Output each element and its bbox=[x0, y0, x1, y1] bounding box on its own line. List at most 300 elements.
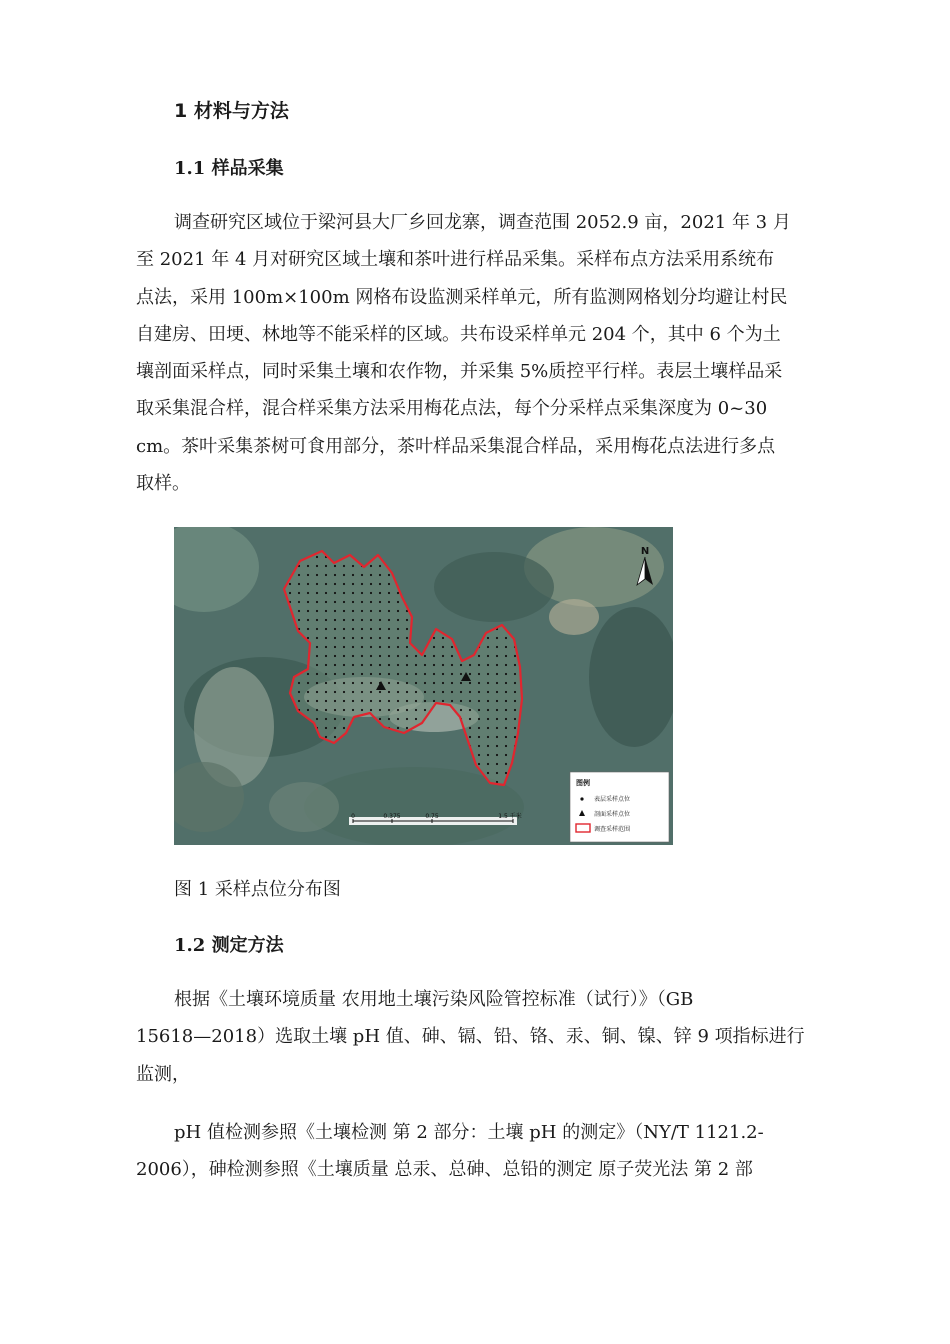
sample-point bbox=[352, 583, 354, 585]
sample-point bbox=[298, 619, 300, 621]
section-heading-1: 1 材料与方法 bbox=[174, 100, 289, 122]
legend-item: 表层采样点位 bbox=[594, 796, 631, 803]
sample-point bbox=[334, 727, 336, 729]
sample-point bbox=[334, 601, 336, 603]
sample-point bbox=[334, 610, 336, 612]
sample-point bbox=[397, 709, 399, 711]
sample-point bbox=[361, 691, 363, 693]
sample-point bbox=[298, 610, 300, 612]
sample-point bbox=[289, 592, 291, 594]
sample-point bbox=[451, 646, 453, 648]
sample-point bbox=[334, 592, 336, 594]
sample-point bbox=[307, 700, 309, 702]
sample-point bbox=[343, 655, 345, 657]
sample-point bbox=[361, 583, 363, 585]
sample-point bbox=[424, 655, 426, 657]
sample-point bbox=[415, 664, 417, 666]
text-line: 取采集混合样，混合样采集方法采用梅花点法，每个分采样点采集深度为 0~30 bbox=[136, 398, 768, 420]
sample-point bbox=[388, 655, 390, 657]
sample-point bbox=[307, 592, 309, 594]
sample-point bbox=[325, 646, 327, 648]
sample-point bbox=[361, 610, 363, 612]
sample-point bbox=[496, 646, 498, 648]
sample-point bbox=[379, 628, 381, 630]
sample-point bbox=[388, 682, 390, 684]
sample-point bbox=[343, 718, 345, 720]
sample-point bbox=[379, 673, 381, 675]
sample-point bbox=[388, 673, 390, 675]
sample-point bbox=[496, 736, 498, 738]
sample-point bbox=[379, 655, 381, 657]
sample-point bbox=[298, 583, 300, 585]
sample-point bbox=[496, 691, 498, 693]
sample-point bbox=[460, 664, 462, 666]
sample-point bbox=[451, 682, 453, 684]
sample-point bbox=[325, 709, 327, 711]
sample-point bbox=[343, 610, 345, 612]
sample-point bbox=[370, 619, 372, 621]
sample-point bbox=[343, 565, 345, 567]
sample-point bbox=[370, 592, 372, 594]
sample-point bbox=[316, 655, 318, 657]
sample-point bbox=[433, 664, 435, 666]
sample-point bbox=[307, 682, 309, 684]
sample-point bbox=[325, 601, 327, 603]
sample-point bbox=[343, 583, 345, 585]
sample-point bbox=[379, 583, 381, 585]
sample-point bbox=[298, 601, 300, 603]
sample-point bbox=[469, 664, 471, 666]
sample-point bbox=[352, 574, 354, 576]
sample-point bbox=[478, 664, 480, 666]
sample-point bbox=[343, 682, 345, 684]
sample-point bbox=[343, 601, 345, 603]
sample-point bbox=[406, 700, 408, 702]
sample-point bbox=[514, 736, 516, 738]
sample-point bbox=[433, 673, 435, 675]
text-line: 调查研究区域位于梁河县大厂乡回龙寨，调查范围 2052.9 亩，2021 年 3 月 bbox=[174, 212, 791, 233]
sample-point bbox=[433, 646, 435, 648]
sample-point bbox=[397, 592, 399, 594]
sample-point bbox=[352, 700, 354, 702]
sample-point bbox=[442, 682, 444, 684]
sample-point bbox=[433, 700, 435, 702]
north-label: N bbox=[640, 546, 650, 557]
sample-point bbox=[316, 646, 318, 648]
sample-point bbox=[514, 700, 516, 702]
sample-point bbox=[406, 709, 408, 711]
sample-point bbox=[352, 646, 354, 648]
sample-point bbox=[496, 745, 498, 747]
sample-point bbox=[406, 673, 408, 675]
sample-point bbox=[478, 673, 480, 675]
sample-point bbox=[316, 619, 318, 621]
sample-point bbox=[334, 718, 336, 720]
sample-point bbox=[514, 682, 516, 684]
sample-point bbox=[415, 691, 417, 693]
sample-point bbox=[370, 637, 372, 639]
sample-point bbox=[433, 682, 435, 684]
sample-point bbox=[442, 655, 444, 657]
sample-point bbox=[487, 709, 489, 711]
sample-point bbox=[406, 637, 408, 639]
sample-point bbox=[316, 583, 318, 585]
sample-point bbox=[469, 682, 471, 684]
sample-point bbox=[415, 700, 417, 702]
sample-point bbox=[397, 664, 399, 666]
sample-point bbox=[487, 637, 489, 639]
sample-point bbox=[307, 673, 309, 675]
sample-point bbox=[514, 664, 516, 666]
sample-point bbox=[352, 601, 354, 603]
sample-point bbox=[361, 673, 363, 675]
scale-label: 0.75 bbox=[425, 813, 439, 820]
sample-point bbox=[343, 727, 345, 729]
sample-point bbox=[316, 637, 318, 639]
sample-point bbox=[343, 628, 345, 630]
sample-point bbox=[343, 700, 345, 702]
text-line: 至 2021 年 4 月对研究区域土壤和茶叶进行样品采集。采样布点方法采用系统布 bbox=[136, 249, 775, 271]
figure-caption: 图 1 采样点位分布图 bbox=[174, 879, 341, 900]
sample-point bbox=[298, 700, 300, 702]
sample-point bbox=[316, 682, 318, 684]
sample-point bbox=[469, 673, 471, 675]
sample-point bbox=[496, 781, 498, 783]
sample-point bbox=[388, 619, 390, 621]
sample-point bbox=[505, 682, 507, 684]
sample-point bbox=[397, 700, 399, 702]
sample-point bbox=[325, 682, 327, 684]
sample-point bbox=[487, 673, 489, 675]
sample-point bbox=[397, 646, 399, 648]
sample-point bbox=[415, 673, 417, 675]
sample-point bbox=[379, 646, 381, 648]
sample-point bbox=[343, 691, 345, 693]
sample-point bbox=[334, 673, 336, 675]
sample-point bbox=[487, 745, 489, 747]
sample-point bbox=[424, 682, 426, 684]
sample-point bbox=[505, 754, 507, 756]
sample-point bbox=[415, 655, 417, 657]
sample-point bbox=[379, 637, 381, 639]
sample-point bbox=[316, 709, 318, 711]
legend-item: 调查采样范围 bbox=[594, 826, 631, 833]
text-line: 点法，采用 100m×100m 网格布设监测采样单元，所有监测网格划分均避让村民 bbox=[136, 286, 788, 308]
sample-point bbox=[496, 655, 498, 657]
sample-point bbox=[334, 691, 336, 693]
sample-point bbox=[325, 610, 327, 612]
sample-point bbox=[370, 628, 372, 630]
sample-point bbox=[379, 709, 381, 711]
sample-point bbox=[388, 718, 390, 720]
sample-point bbox=[361, 592, 363, 594]
sample-point bbox=[343, 673, 345, 675]
sample-point bbox=[307, 628, 309, 630]
sample-point bbox=[442, 700, 444, 702]
sample-point bbox=[460, 709, 462, 711]
sample-point bbox=[505, 673, 507, 675]
sample-point bbox=[334, 574, 336, 576]
sample-point bbox=[334, 655, 336, 657]
sample-point bbox=[406, 646, 408, 648]
sample-point bbox=[343, 709, 345, 711]
sample-point bbox=[469, 718, 471, 720]
sample-point bbox=[316, 574, 318, 576]
sample-point bbox=[334, 628, 336, 630]
sample-point bbox=[379, 601, 381, 603]
sample-point bbox=[505, 637, 507, 639]
sample-point bbox=[478, 709, 480, 711]
sample-point bbox=[352, 610, 354, 612]
sample-point bbox=[352, 637, 354, 639]
sample-point bbox=[370, 673, 372, 675]
scale-label: 0.375 bbox=[383, 813, 401, 820]
sample-point bbox=[352, 619, 354, 621]
sample-point bbox=[406, 664, 408, 666]
sample-point bbox=[478, 718, 480, 720]
sample-point bbox=[505, 763, 507, 765]
sample-point bbox=[496, 772, 498, 774]
sample-point bbox=[478, 691, 480, 693]
sample-point bbox=[370, 646, 372, 648]
sample-point bbox=[505, 691, 507, 693]
sample-point bbox=[505, 772, 507, 774]
sample-point bbox=[325, 619, 327, 621]
sample-point bbox=[487, 700, 489, 702]
sample-point bbox=[397, 619, 399, 621]
sample-point bbox=[361, 646, 363, 648]
sample-point bbox=[442, 664, 444, 666]
sample-point bbox=[334, 619, 336, 621]
sample-point bbox=[478, 682, 480, 684]
sample-point bbox=[505, 745, 507, 747]
sample-point bbox=[370, 709, 372, 711]
sample-point bbox=[406, 628, 408, 630]
sample-point bbox=[514, 709, 516, 711]
sample-point bbox=[388, 601, 390, 603]
sample-point bbox=[316, 565, 318, 567]
sample-point bbox=[406, 727, 408, 729]
sample-point bbox=[370, 655, 372, 657]
sample-point bbox=[352, 655, 354, 657]
sample-point bbox=[487, 664, 489, 666]
sample-point bbox=[388, 628, 390, 630]
sample-point bbox=[352, 628, 354, 630]
sample-point bbox=[325, 565, 327, 567]
sample-point bbox=[316, 610, 318, 612]
sample-point bbox=[505, 727, 507, 729]
paragraph-methods bbox=[136, 981, 816, 1093]
text-line: cm。茶叶采集茶树可食用部分，茶叶样品采集混合样品，采用梅花点法进行多点 bbox=[136, 435, 776, 457]
sample-point bbox=[343, 574, 345, 576]
sample-point bbox=[325, 592, 327, 594]
sample-point bbox=[478, 655, 480, 657]
sample-point bbox=[334, 565, 336, 567]
sample-point bbox=[397, 673, 399, 675]
sample-point bbox=[325, 736, 327, 738]
sample-point bbox=[496, 673, 498, 675]
sample-point bbox=[379, 565, 381, 567]
sample-point bbox=[343, 664, 345, 666]
sample-point bbox=[370, 610, 372, 612]
sample-point bbox=[370, 583, 372, 585]
text-line: 壤剖面采样点，同时采集土壤和农作物，并采集 5%质控平行样。表层土壤样品采 bbox=[136, 361, 783, 383]
sample-point bbox=[370, 574, 372, 576]
sample-point bbox=[406, 691, 408, 693]
sample-point bbox=[478, 754, 480, 756]
sample-point bbox=[298, 682, 300, 684]
sample-point bbox=[397, 601, 399, 603]
sample-point bbox=[514, 655, 516, 657]
sample-point bbox=[505, 664, 507, 666]
sample-point bbox=[307, 709, 309, 711]
sample-point bbox=[397, 682, 399, 684]
dot-icon bbox=[580, 797, 583, 800]
sample-point bbox=[316, 556, 318, 558]
sample-point bbox=[361, 601, 363, 603]
sample-point bbox=[424, 700, 426, 702]
paragraph-sampling bbox=[136, 204, 816, 502]
sample-point bbox=[370, 700, 372, 702]
sample-point bbox=[442, 646, 444, 648]
sample-point bbox=[487, 646, 489, 648]
sample-point bbox=[352, 682, 354, 684]
sample-point bbox=[325, 727, 327, 729]
paragraph-ph-method bbox=[136, 1114, 816, 1189]
sample-point bbox=[514, 718, 516, 720]
sample-point bbox=[415, 709, 417, 711]
sample-point bbox=[316, 664, 318, 666]
text-line: 监测， bbox=[136, 1063, 190, 1085]
sample-point bbox=[298, 691, 300, 693]
sample-point bbox=[379, 619, 381, 621]
sample-point bbox=[334, 583, 336, 585]
sample-point bbox=[388, 700, 390, 702]
sample-point bbox=[325, 574, 327, 576]
sample-point bbox=[469, 736, 471, 738]
sample-point bbox=[487, 682, 489, 684]
sample-point bbox=[379, 574, 381, 576]
sample-point bbox=[478, 763, 480, 765]
sample-point bbox=[487, 727, 489, 729]
sample-point bbox=[478, 700, 480, 702]
sample-point bbox=[496, 637, 498, 639]
sample-point bbox=[496, 763, 498, 765]
sample-point bbox=[478, 727, 480, 729]
sample-point bbox=[361, 628, 363, 630]
sample-point bbox=[370, 565, 372, 567]
sample-point bbox=[388, 691, 390, 693]
sample-point bbox=[514, 691, 516, 693]
sample-point bbox=[334, 700, 336, 702]
sample-point bbox=[424, 709, 426, 711]
sample-point bbox=[316, 700, 318, 702]
sample-point bbox=[316, 592, 318, 594]
sample-point bbox=[316, 691, 318, 693]
sample-point bbox=[325, 718, 327, 720]
sample-point bbox=[307, 565, 309, 567]
text-line: 15618—2018）选取土壤 pH 值、砷、镉、铅、铬、汞、铜、镍、锌 9 项指标进行 bbox=[136, 1026, 805, 1048]
sample-point bbox=[352, 565, 354, 567]
legend-item: 剖面采样点位 bbox=[594, 811, 631, 818]
sample-point bbox=[307, 610, 309, 612]
sample-point bbox=[316, 628, 318, 630]
sample-point bbox=[496, 700, 498, 702]
sample-point bbox=[505, 736, 507, 738]
sample-point bbox=[460, 682, 462, 684]
sample-point bbox=[397, 628, 399, 630]
sample-point bbox=[397, 718, 399, 720]
sample-point bbox=[388, 646, 390, 648]
sample-point bbox=[397, 691, 399, 693]
sample-point bbox=[460, 691, 462, 693]
sample-point bbox=[451, 700, 453, 702]
sample-point bbox=[325, 700, 327, 702]
sample-point bbox=[334, 646, 336, 648]
sample-point bbox=[469, 709, 471, 711]
sample-point bbox=[361, 700, 363, 702]
sample-point bbox=[433, 637, 435, 639]
sample-point bbox=[496, 709, 498, 711]
sample-point bbox=[388, 592, 390, 594]
sample-point bbox=[388, 610, 390, 612]
sample-point bbox=[487, 763, 489, 765]
sample-point bbox=[379, 718, 381, 720]
sample-point bbox=[361, 655, 363, 657]
sample-point bbox=[460, 673, 462, 675]
text-line: 自建房、田埂、林地等不能采样的区域。共布设采样单元 204 个，其中 6 个为土 bbox=[136, 323, 781, 345]
sample-point bbox=[451, 673, 453, 675]
sample-point bbox=[388, 709, 390, 711]
sample-point bbox=[379, 610, 381, 612]
sample-point bbox=[388, 637, 390, 639]
sample-point bbox=[334, 637, 336, 639]
sample-point bbox=[442, 691, 444, 693]
sample-point bbox=[514, 673, 516, 675]
sample-point bbox=[505, 646, 507, 648]
sample-point bbox=[334, 736, 336, 738]
sample-point bbox=[298, 592, 300, 594]
sample-point bbox=[361, 637, 363, 639]
sample-point bbox=[487, 655, 489, 657]
scale-label: 1.5 千米 bbox=[498, 813, 522, 820]
sample-point bbox=[307, 583, 309, 585]
sample-point bbox=[388, 583, 390, 585]
sample-point bbox=[379, 664, 381, 666]
sample-point bbox=[307, 691, 309, 693]
sample-point bbox=[433, 655, 435, 657]
sample-point bbox=[496, 664, 498, 666]
sample-point bbox=[406, 682, 408, 684]
sample-point bbox=[451, 655, 453, 657]
sampling-map-figure bbox=[174, 527, 673, 845]
sample-point bbox=[496, 754, 498, 756]
sample-point bbox=[343, 646, 345, 648]
sample-point bbox=[307, 619, 309, 621]
sample-point bbox=[424, 673, 426, 675]
sample-point bbox=[451, 691, 453, 693]
sample-point bbox=[316, 673, 318, 675]
sample-point bbox=[469, 727, 471, 729]
sample-point bbox=[343, 637, 345, 639]
sample-point bbox=[334, 682, 336, 684]
sample-point bbox=[361, 682, 363, 684]
sample-point bbox=[433, 691, 435, 693]
sample-point bbox=[496, 682, 498, 684]
sample-point bbox=[505, 655, 507, 657]
sample-point bbox=[379, 592, 381, 594]
sample-point bbox=[406, 619, 408, 621]
